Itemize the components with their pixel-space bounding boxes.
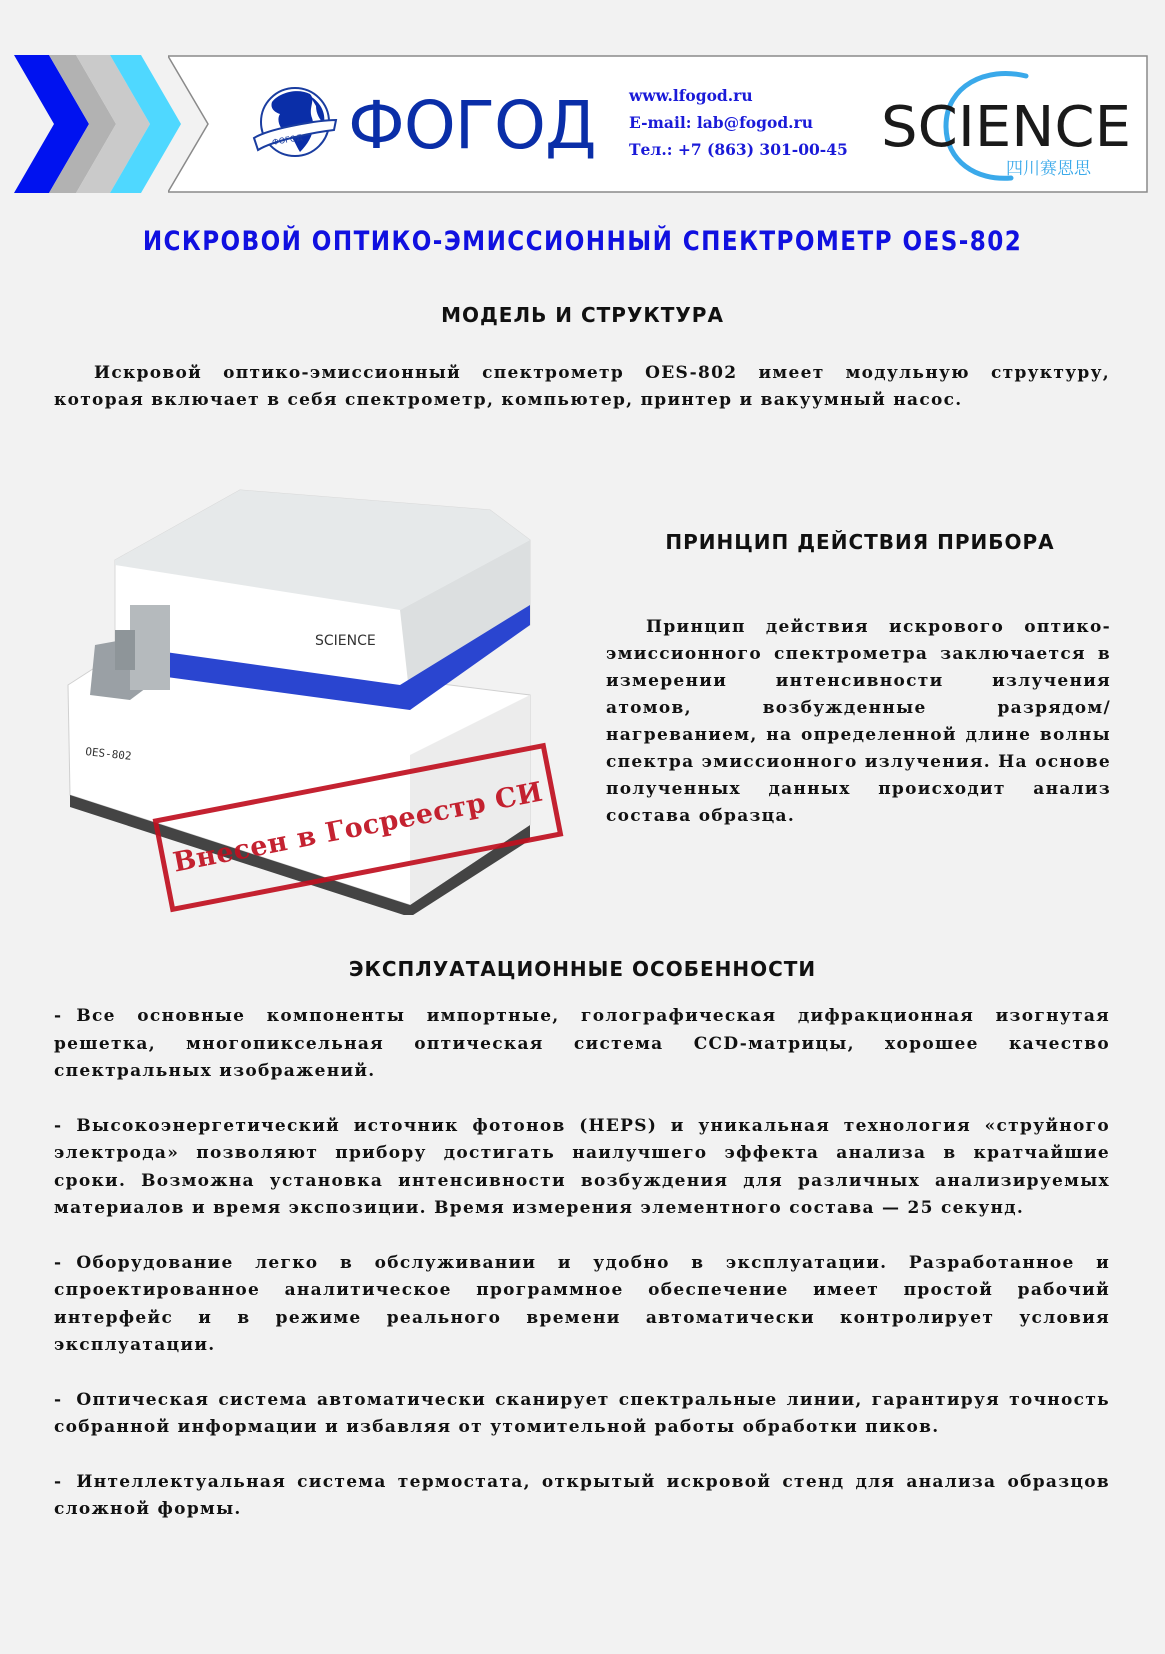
device-model-label: OES-802 xyxy=(84,745,133,763)
section-heading-model: МОДЕЛЬ И СТРУКТУРА xyxy=(441,303,724,327)
feature-text: Оптическая система автоматически сканирует спектральные линии, гарантируя точность собранной информации и избавляя от утомительной работы обработки пиков. xyxy=(54,1389,1110,1437)
feature-item xyxy=(54,1113,1110,1223)
principle-description: Принцип действия искрового оптико-эмиссионного спектрометра заключается в измерении интенсивности излучения атомов, возбужденные разрядом/нагреванием, на определенной длине волны спектра эмиссионного излучения. На основе полученных данных происходит анализ состава образца. xyxy=(606,617,1111,826)
globe-ribbon-text: ФОГОД xyxy=(271,132,304,148)
feature-text: Все основные компоненты импортные, голографическая дифракционная изогнутая решетка, многопиксельная оптическая система CCD-матрицы, хорошее качество спектральных изображений. xyxy=(54,1006,1110,1081)
globe-icon xyxy=(250,80,340,170)
feature-item xyxy=(54,1003,1110,1086)
device-brand-label: SCIENCE xyxy=(315,633,376,649)
science-logo xyxy=(876,66,1136,186)
brand-name: ФОГОД xyxy=(348,86,596,164)
model-description: Искровой оптико-эмиссионный спектрометр OES-802 имеет модульную структуру, которая включает в себя спектрометр, компьютер, принтер и вакуумный насос. xyxy=(54,363,1110,410)
feature-item xyxy=(54,1250,1110,1360)
email-link[interactable]: E-mail: lab@fogod.ru xyxy=(629,113,813,132)
features-list xyxy=(54,1003,1110,1551)
section-heading-principle: ПРИНЦИП ДЕЙСТВИЯ ПРИБОРА xyxy=(665,530,1055,554)
fogod-logo xyxy=(250,80,596,170)
contact-info xyxy=(629,82,848,163)
phone-number: Тел.: +7 (863) 301-00-45 xyxy=(629,140,848,159)
bullet-dash: - xyxy=(54,1006,63,1026)
feature-item xyxy=(54,1387,1110,1442)
page-title: ИСКРОВОЙ ОПТИКО-ЭМИССИОННЫЙ СПЕКТРОМЕТР OES-802 xyxy=(142,226,1023,257)
section-heading-features: ЭКСПЛУАТАЦИОННЫЕ ОСОБЕННОСТИ xyxy=(348,957,817,981)
bullet-dash: - xyxy=(54,1389,63,1410)
bullet-dash: - xyxy=(54,1115,63,1136)
feature-text: Оборудование легко в обслуживании и удобно в эксплуатации. Разработанное и спроектированное аналитическое программное обеспечение имеет простой рабочий интерфейс и в режиме реального времени автоматически контролирует условия эксплуатации. xyxy=(54,1252,1110,1355)
feature-text: Высокоэнергетический источник фотонов (HEPS) и уникальная технология «струйного электрода» позволяют прибору достигать наилучшего эффекта анализа в кратчайшие сроки. Возможна установка интенсивности возбуждения для различных анализируемых материалов и время экспозиции. Время измерения элементного состава — 25 секунд. xyxy=(54,1115,1110,1218)
science-logo-subtitle: 四川赛恩思 xyxy=(1006,159,1091,179)
website-link[interactable]: www.lfogod.ru xyxy=(629,86,753,105)
bullet-dash: - xyxy=(54,1252,63,1273)
science-logo-text: SCIENCE xyxy=(881,95,1131,160)
bullet-dash: - xyxy=(54,1471,63,1492)
feature-text: Интеллектуальная система термостата, открытый искровой стенд для анализа образцов сложной формы. xyxy=(54,1471,1110,1519)
feature-item xyxy=(54,1469,1110,1524)
stamp-text: Внесен в Госреестр СИ xyxy=(170,776,546,879)
